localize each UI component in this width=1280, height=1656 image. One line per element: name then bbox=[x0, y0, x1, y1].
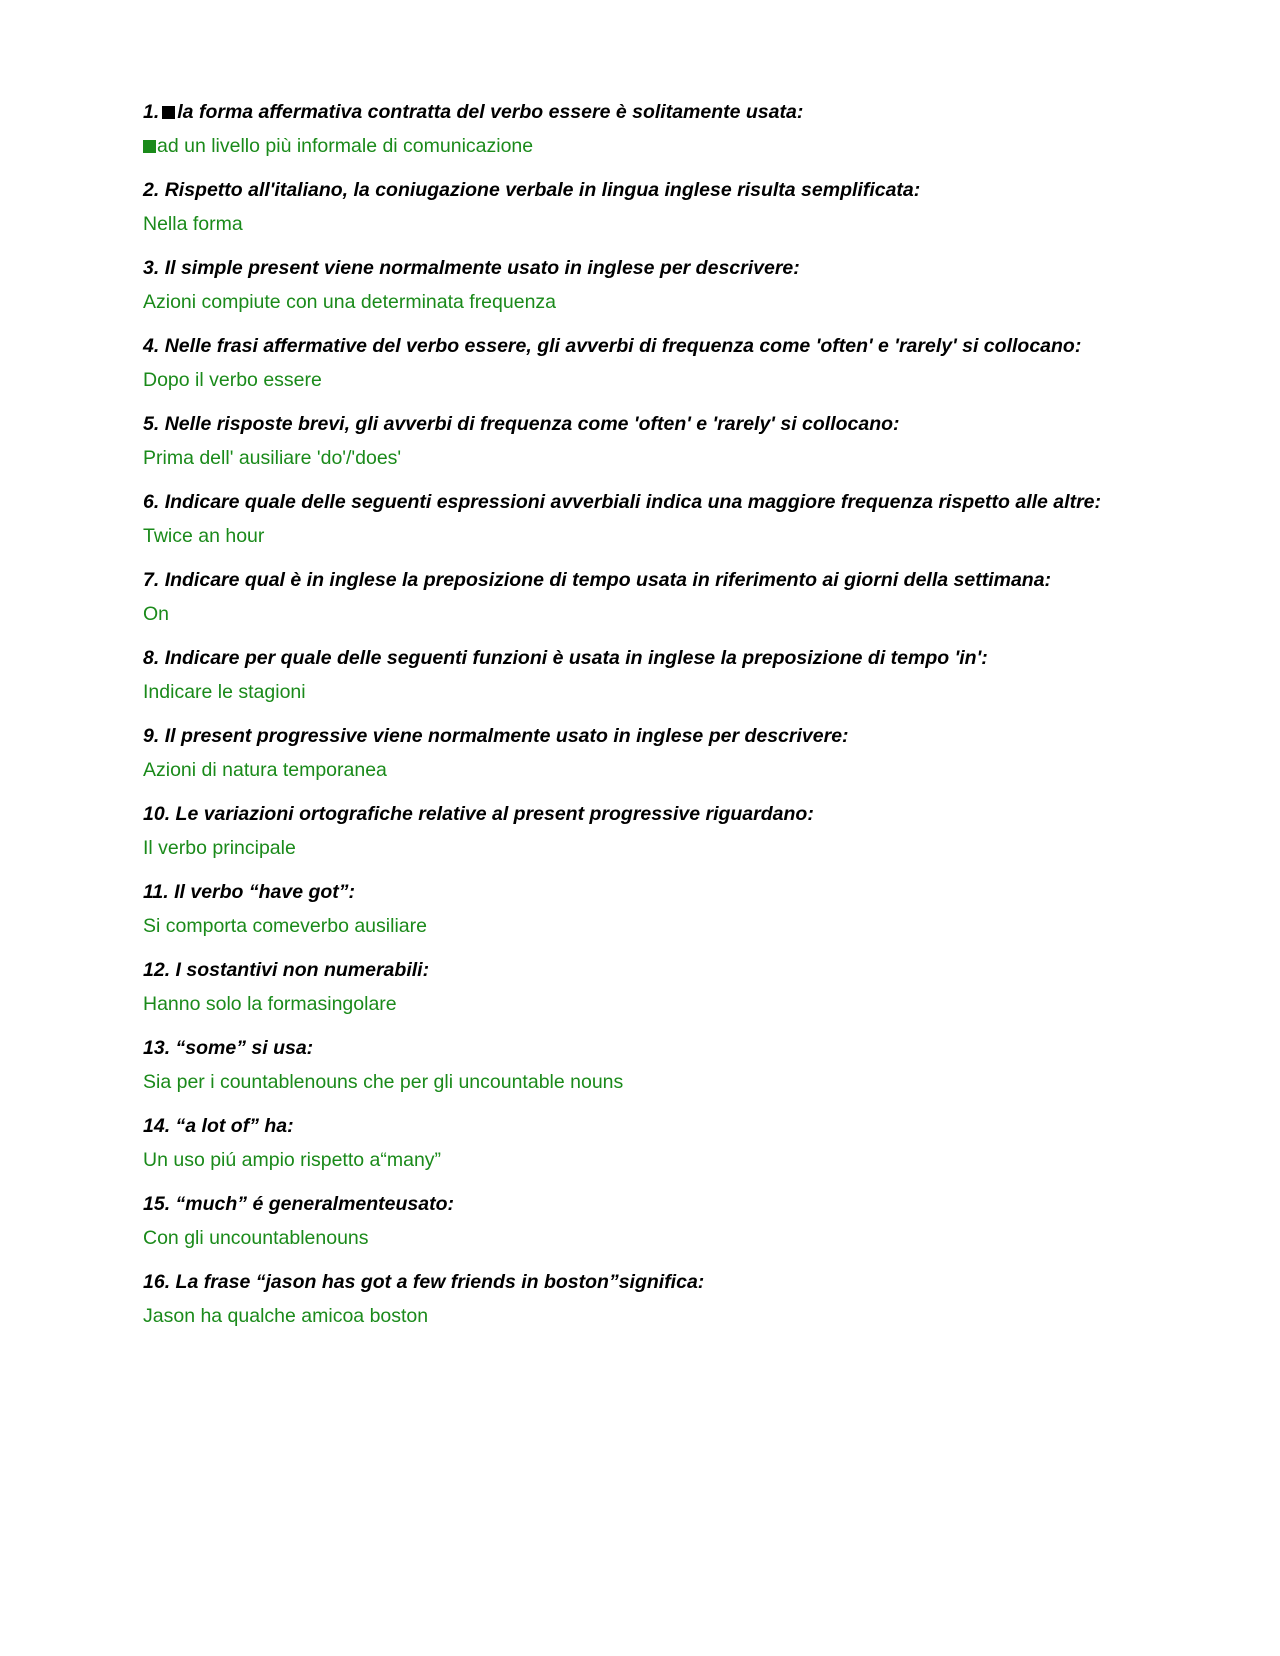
question-number: 15. bbox=[143, 1193, 171, 1215]
qa-item-16 bbox=[143, 1270, 1133, 1329]
question-text: Il simple present viene normalmente usato in inglese per descrivere: bbox=[164, 257, 800, 279]
answer-11: Si comporta comeverbo ausiliare bbox=[143, 915, 427, 937]
answer-7: On bbox=[143, 603, 170, 625]
answer-text: ad un livello più informale di comunicazione bbox=[157, 135, 534, 157]
answer-9: Azioni di natura temporanea bbox=[143, 759, 387, 781]
qa-item-15 bbox=[143, 1192, 1133, 1251]
question-14 bbox=[143, 1114, 1133, 1139]
question-number: 4. bbox=[143, 335, 160, 357]
answer-6: Twice an hour bbox=[143, 525, 265, 547]
qa-item-2 bbox=[143, 178, 1133, 237]
question-number: 5. bbox=[143, 413, 160, 435]
answer-8: Indicare le stagioni bbox=[143, 681, 306, 703]
question-text: Nelle risposte brevi, gli avverbi di frequenza come 'often' e 'rarely' si collocano: bbox=[164, 413, 900, 435]
question-number: 3. bbox=[143, 257, 160, 279]
qa-item-1 bbox=[143, 100, 1133, 159]
question-number: 2. bbox=[143, 179, 160, 201]
question-number: 6. bbox=[143, 491, 160, 513]
question-number: 1. bbox=[143, 101, 160, 123]
question-8 bbox=[143, 646, 1133, 671]
question-11 bbox=[143, 880, 1133, 905]
question-5 bbox=[143, 412, 1133, 437]
question-6 bbox=[143, 490, 1133, 515]
answer-12: Hanno solo la formasingolare bbox=[143, 993, 397, 1015]
quiz-document bbox=[143, 100, 1133, 1348]
question-12 bbox=[143, 958, 1133, 983]
question-text: “much” é generalmenteusato: bbox=[175, 1193, 455, 1215]
question-number: 16. bbox=[143, 1271, 171, 1293]
qa-item-3 bbox=[143, 256, 1133, 315]
qa-item-5 bbox=[143, 412, 1133, 471]
qa-item-11 bbox=[143, 880, 1133, 939]
question-text: Indicare per quale delle seguenti funzioni è usata in inglese la preposizione di tempo 'in': bbox=[164, 647, 988, 669]
question-number: 11. bbox=[143, 881, 169, 903]
qa-item-12 bbox=[143, 958, 1133, 1017]
qa-item-14 bbox=[143, 1114, 1133, 1173]
question-3 bbox=[143, 256, 1133, 281]
question-15 bbox=[143, 1192, 1133, 1217]
answer-1 bbox=[143, 134, 1133, 159]
square-bullet-icon bbox=[162, 106, 175, 119]
square-bullet-icon bbox=[143, 140, 156, 153]
question-text: la forma affermativa contratta del verbo essere è solitamente usata: bbox=[177, 101, 804, 123]
question-number: 12. bbox=[143, 959, 171, 981]
question-text: Indicare quale delle seguenti espressioni avverbiali indica una maggiore frequenza rispetto alle altre: bbox=[164, 491, 1101, 513]
question-number: 13. bbox=[143, 1037, 171, 1059]
question-13 bbox=[143, 1036, 1133, 1061]
question-9 bbox=[143, 724, 1133, 749]
question-text: Il verbo “have got”: bbox=[174, 881, 356, 903]
question-text: “some” si usa: bbox=[175, 1037, 314, 1059]
question-text: I sostantivi non numerabili: bbox=[175, 959, 430, 981]
answer-2: Nella forma bbox=[143, 213, 243, 235]
question-number: 10. bbox=[143, 803, 171, 825]
answer-5: Prima dell' ausiliare 'do'/'does' bbox=[143, 447, 402, 469]
question-text: Le variazioni ortografiche relative al present progressive riguardano: bbox=[175, 803, 814, 825]
answer-15: Con gli uncountablenouns bbox=[143, 1227, 369, 1249]
question-text: Rispetto all'italiano, la coniugazione verbale in lingua inglese risulta semplificata: bbox=[164, 179, 921, 201]
question-2 bbox=[143, 178, 1133, 203]
answer-16: Jason ha qualche amicoa boston bbox=[143, 1305, 429, 1327]
qa-item-7 bbox=[143, 568, 1133, 627]
answer-13: Sia per i countablenouns che per gli uncountable nouns bbox=[143, 1071, 624, 1093]
qa-item-9 bbox=[143, 724, 1133, 783]
answer-10: Il verbo principale bbox=[143, 837, 296, 859]
question-number: 9. bbox=[143, 725, 160, 747]
answer-3: Azioni compiute con una determinata frequenza bbox=[143, 291, 557, 313]
question-text: Nelle frasi affermative del verbo essere, gli avverbi di frequenza come 'often' e 'rarely' si collocano: bbox=[164, 335, 1082, 357]
question-16 bbox=[143, 1270, 1133, 1295]
qa-item-8 bbox=[143, 646, 1133, 705]
question-text: “a lot of” ha: bbox=[175, 1115, 294, 1137]
question-text: Il present progressive viene normalmente usato in inglese per descrivere: bbox=[164, 725, 849, 747]
qa-item-13 bbox=[143, 1036, 1133, 1095]
question-1 bbox=[143, 100, 1133, 125]
question-number: 8. bbox=[143, 647, 160, 669]
answer-4: Dopo il verbo essere bbox=[143, 369, 322, 391]
qa-item-4 bbox=[143, 334, 1133, 393]
question-number: 14. bbox=[143, 1115, 171, 1137]
question-7 bbox=[143, 568, 1133, 593]
question-text: La frase “jason has got a few friends in boston”significa: bbox=[175, 1271, 705, 1293]
question-text: Indicare qual è in inglese la preposizione di tempo usata in riferimento ai giorni della settimana: bbox=[164, 569, 1052, 591]
qa-item-10 bbox=[143, 802, 1133, 861]
question-number: 7. bbox=[143, 569, 160, 591]
qa-item-6 bbox=[143, 490, 1133, 549]
question-4 bbox=[143, 334, 1133, 359]
answer-14: Un uso piú ampio rispetto a“many” bbox=[143, 1149, 442, 1171]
question-10 bbox=[143, 802, 1133, 827]
